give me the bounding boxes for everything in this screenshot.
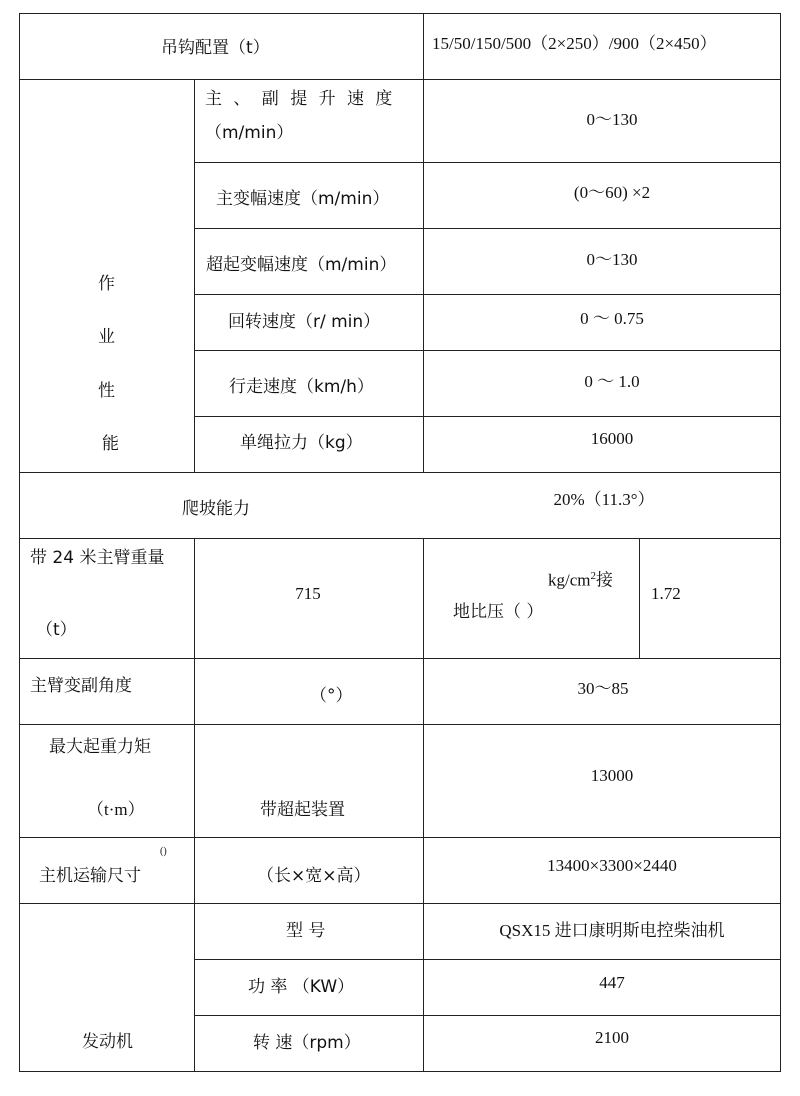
row-divider (194, 294, 781, 295)
table-border-bottom (19, 1071, 781, 1072)
table-border-right (780, 13, 781, 1072)
slew-speed-label: 回转速度（r/ min） (228, 312, 381, 332)
row-divider (194, 1015, 781, 1016)
col-divider (423, 13, 424, 473)
hoist-speed-value: 0～130 (586, 110, 638, 129)
boom-weight-unit: （t） (36, 620, 77, 640)
ground-pressure-suffix: 接 (596, 570, 613, 591)
luff-speed-value: (0～60) ×2 (573, 183, 651, 202)
boom-weight-label: 带 24 米主臂重量 (30, 548, 165, 568)
row-divider (194, 350, 781, 351)
row-divider (19, 903, 781, 904)
rope-pull-value: 16000 (590, 429, 634, 448)
engine-speed-value: 2100 (595, 1028, 629, 1047)
col-divider (423, 538, 424, 1072)
super-luff-speed-label: 超起变幅速度（m/min） (206, 255, 397, 275)
engine-power-value: 447 (599, 973, 625, 992)
col-divider (639, 538, 640, 659)
row-divider (194, 162, 781, 163)
max-moment-sub: 带超起装置 (260, 800, 345, 820)
transport-label: 主机运输尺寸 (39, 866, 141, 886)
work-group-char: 性 (98, 381, 115, 401)
hook-value: 15/50/150/500（2×250）/900（2×450） (432, 34, 717, 53)
row-divider (194, 416, 781, 417)
ground-pressure-value: 1.72 (651, 584, 681, 603)
gradeability-label: 爬坡能力 (182, 499, 250, 519)
table-border-top (19, 13, 781, 14)
work-group-char: 能 (102, 434, 119, 454)
travel-speed-label: 行走速度（km/h） (229, 377, 374, 397)
transport-value: 13400×3300×2440 (547, 856, 677, 875)
ground-pressure-label: 地比压（ ） (453, 602, 544, 622)
hoist-speed-unit: （m/min） (205, 123, 294, 143)
hook-label: 吊钩配置（t） (161, 38, 270, 58)
boom-angle-label: 主臂变副角度 (30, 676, 132, 696)
gradeability-value: 20%（11.3°） (553, 490, 655, 509)
col-divider (194, 538, 195, 1072)
row-divider (19, 837, 781, 838)
boom-angle-unit: （°） (310, 686, 353, 706)
boom-angle-value: 30～85 (577, 679, 629, 698)
engine-power-label: 功 率 （KW） (248, 977, 355, 997)
max-moment-label: 最大起重力矩 (49, 737, 151, 757)
row-divider (19, 472, 781, 473)
engine-group-label: 发动机 (82, 1032, 133, 1052)
ground-pressure-unit (548, 566, 613, 591)
engine-model-value: QSX15 进口康明斯电控柴油机 (499, 921, 725, 940)
engine-speed-label: 转 速（rpm） (253, 1033, 361, 1053)
row-divider (19, 538, 781, 539)
row-divider (19, 658, 781, 659)
row-divider (194, 228, 781, 229)
engine-model-label: 型 号 (286, 921, 326, 941)
row-divider (19, 79, 781, 80)
max-moment-unit: （t·m） (87, 800, 145, 819)
slew-speed-value: 0 ～ 0.75 (580, 309, 644, 328)
boom-weight-value: 715 (295, 584, 321, 603)
work-group-char: 作 (98, 274, 115, 294)
row-divider (194, 959, 781, 960)
table-border-left (19, 13, 20, 1072)
travel-speed-value: 0 ～ 1.0 (584, 372, 640, 391)
transport-mark: () (160, 846, 167, 857)
col-divider (194, 79, 195, 473)
rope-pull-label: 单绳拉力（kg） (240, 433, 363, 453)
hoist-speed-label: 主 、 副 提 升 速 度 (205, 89, 396, 109)
max-moment-value: 13000 (590, 766, 634, 785)
ground-pressure-unit-sup: 2 (590, 570, 596, 582)
ground-pressure-unit-text: kg/cm (548, 570, 591, 590)
super-luff-speed-value: 0～130 (586, 250, 638, 269)
transport-unit: （长×宽×高） (257, 866, 371, 886)
luff-speed-label: 主变幅速度（m/min） (216, 189, 390, 209)
work-group-char: 业 (98, 327, 115, 347)
row-divider (19, 724, 781, 725)
